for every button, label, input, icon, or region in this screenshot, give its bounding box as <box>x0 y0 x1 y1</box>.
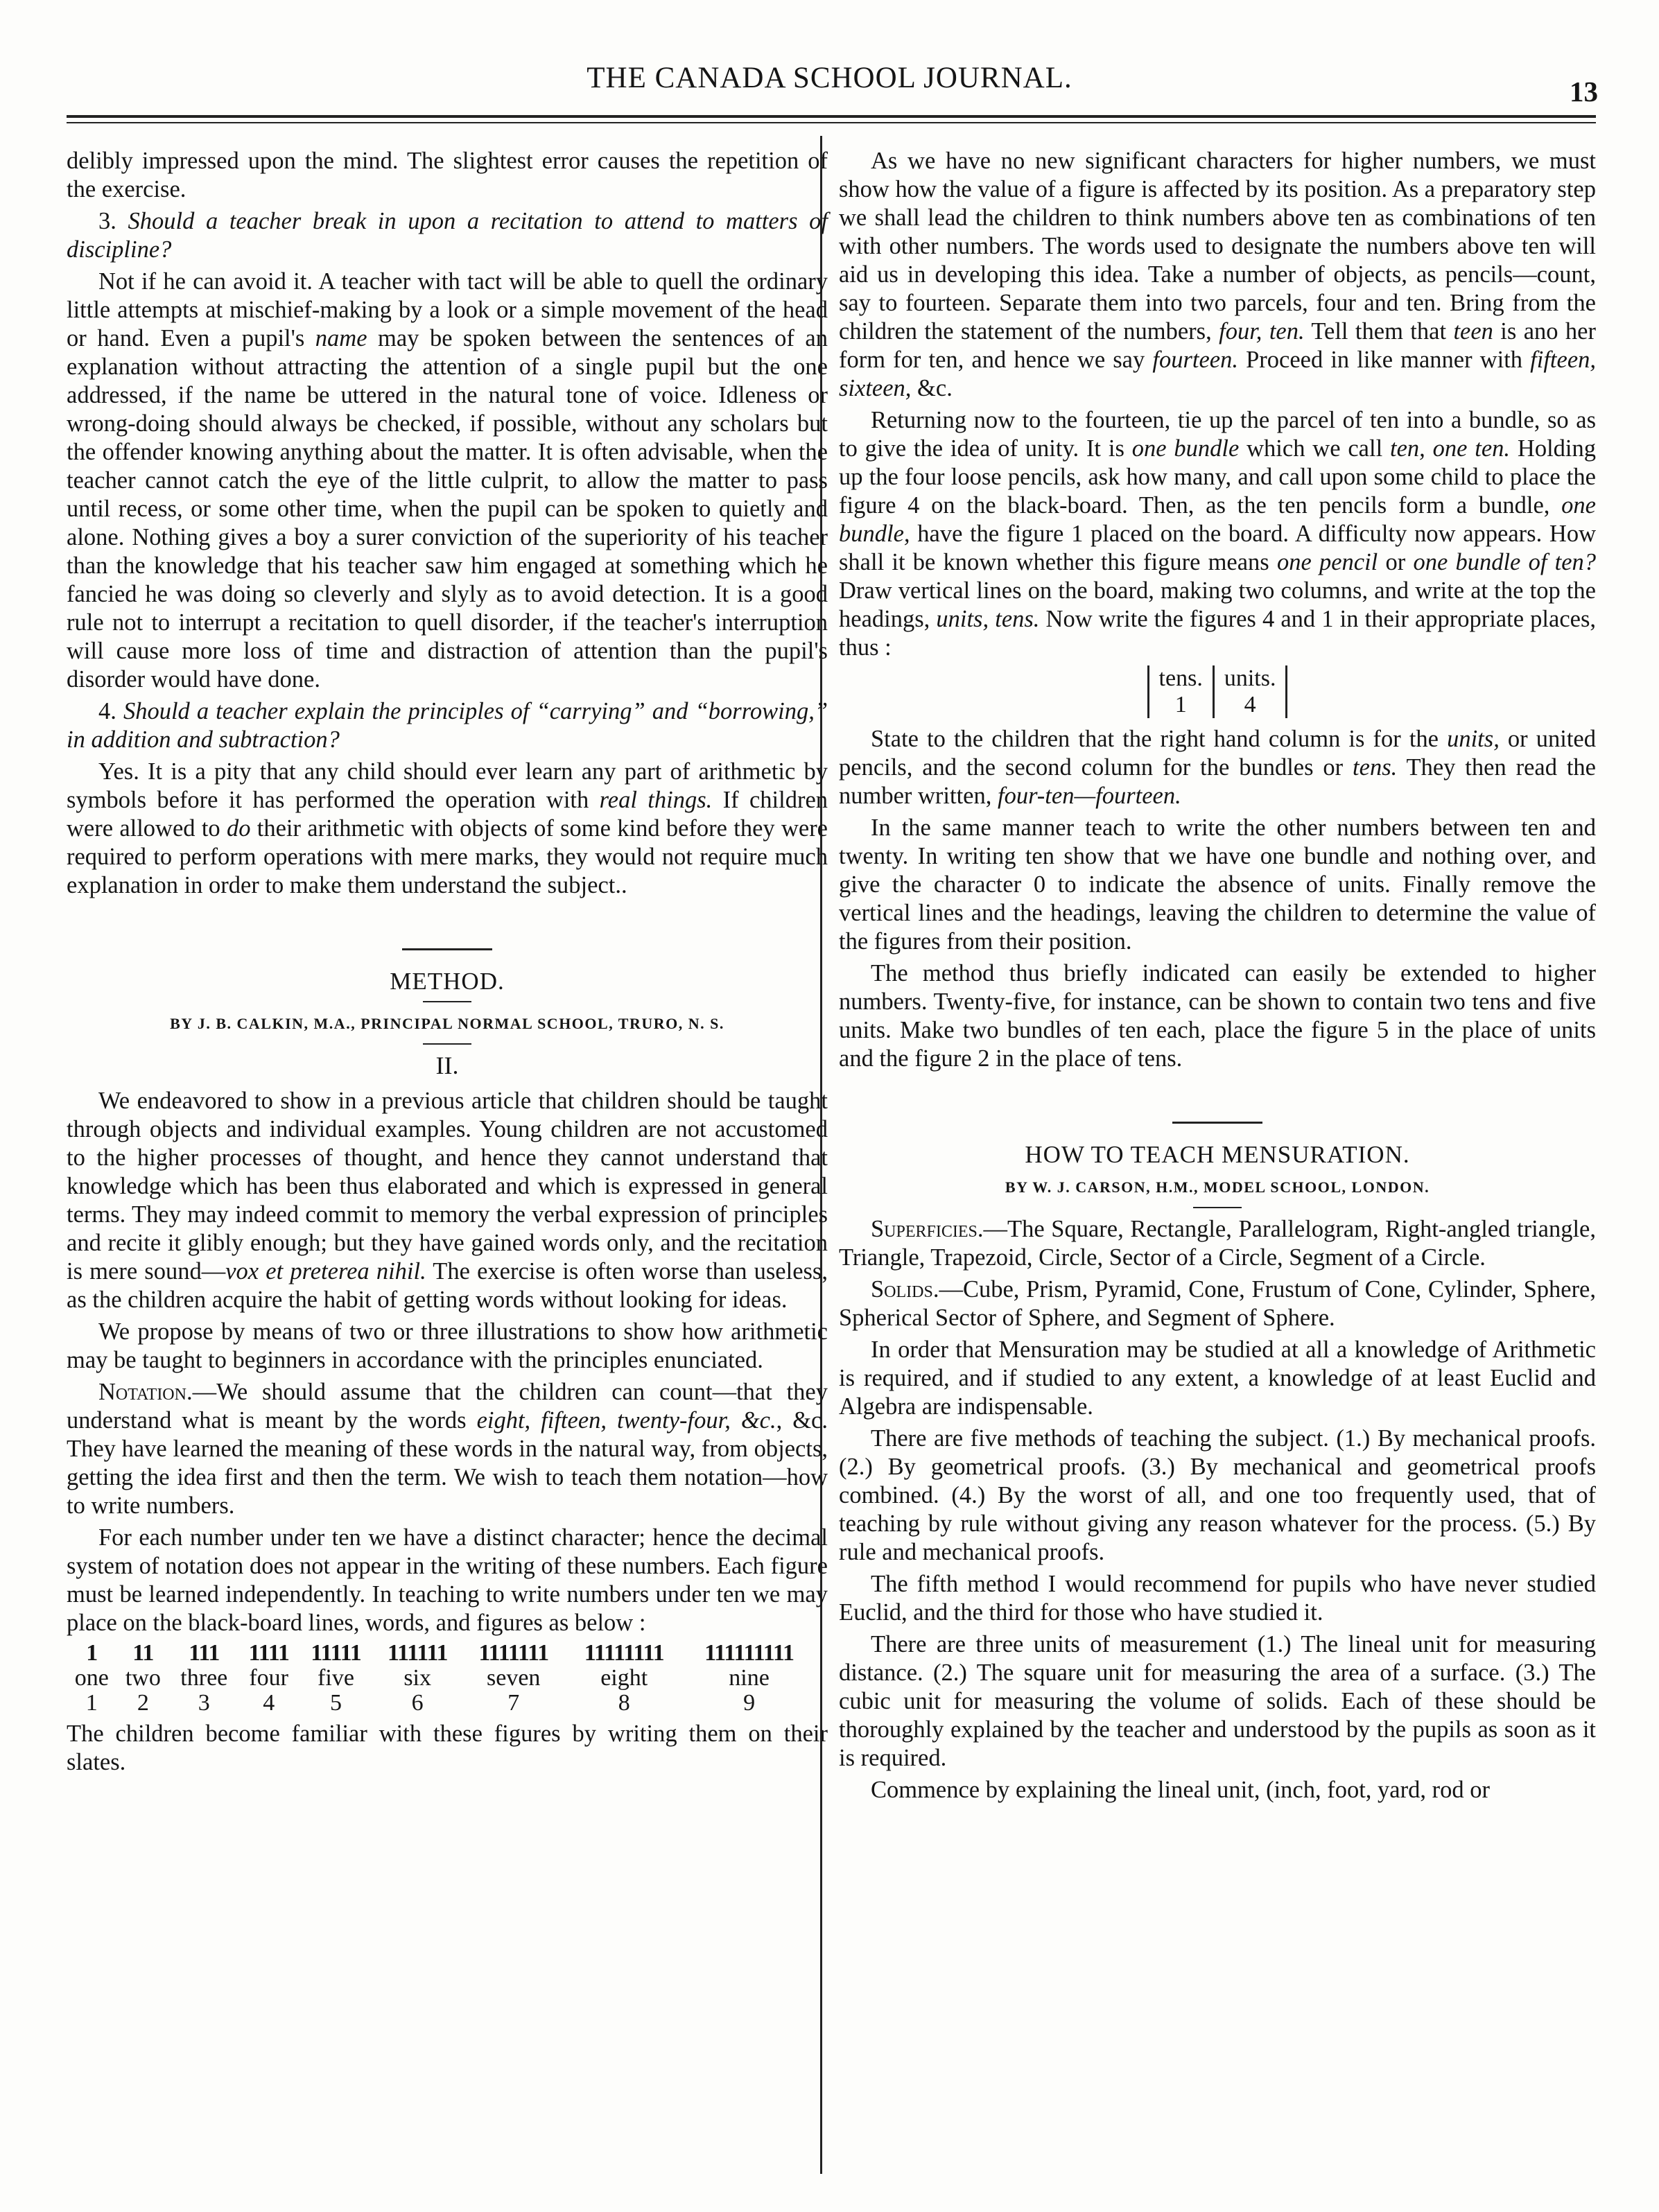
paragraph: We propose by means of two or three illustrations to show how arithmetic may be taught to beginners in accordance with the principles enunciated. <box>67 1318 828 1373</box>
question-text: Should a teacher break in upon a recitation to attend to matters of discipline? <box>67 208 828 263</box>
paragraph <box>839 725 1596 810</box>
text-run: Not if he can avoid it. A teacher with tact will be able to quell the ordinary little attempts at mischief-making by a look or a simple movement of the head or hand. Even a pupil's <box>67 268 828 351</box>
italic-run: name <box>315 325 367 351</box>
section-separator <box>1172 1122 1262 1124</box>
text-run: Tell them that <box>1304 318 1454 345</box>
text-run: may be spoken between the sentences of an explanation without attracting the attention of a single pupil but the one addressed, if the name be uttered in the natural tone of voice. Idleness or wrong-doing should always be checked, if possible, without any scholars but the offender knowing anything about the matter. It is often advisable, when the teacher cannot catch the eye of the little culprit, to allow the matter to pass until recess, or some other time, when the pupil can be spoken to quietly and alone. Nothing gives a boy a surer conviction of the superiority of his teacher than the knowledge that his teacher saw him engaged at something which he fancied he was doing so cleverly and slyly as to avoid detection. It is a good rule not to interrupt a recitation to quell disorder, if the teacher's interruption will cause more loss of time and distraction of attention than the pupil's disorder would have done. <box>67 325 828 693</box>
digit-cell: 7 <box>507 1690 520 1716</box>
text-run: Returning now to the fourteen, tie up the parcel of ten into a bundle, so as to give the idea of unity. It is <box>839 407 1596 462</box>
digit-cell: 4 <box>263 1690 275 1716</box>
text-run: or <box>1378 549 1414 575</box>
tally-cell: 1111 <box>248 1640 289 1666</box>
word-cell: four <box>249 1665 289 1691</box>
right-column <box>839 147 1596 1808</box>
text-run: or united pencils, and the second column for the bundles or <box>839 726 1596 781</box>
word-cell: five <box>318 1665 354 1691</box>
tens-units-table <box>1147 665 1288 718</box>
question-number: 3. <box>98 208 116 234</box>
text-run: , &c. They have learned the meaning of these words in the natural way, from objects, getting the idea first and then the term. We wish to teach them notation—how to write numbers. <box>67 1407 828 1519</box>
lead-in: Notation. <box>98 1379 193 1405</box>
byline-underline <box>423 1043 471 1045</box>
word-row <box>67 1666 815 1691</box>
answer-4 <box>67 758 828 900</box>
text-run: is ano her form for ten, and hence we say <box>839 318 1596 373</box>
tally-cell: 11111 <box>311 1640 361 1666</box>
digit-cell: 5 <box>329 1690 342 1716</box>
word-cell: six <box>403 1665 431 1691</box>
paragraph: There are three units of measurement (1.) The lineal unit for measuring distance. (2.) The square unit for measuring the area of a surface. (3.) The cubic unit for measuring the volume of solids. Each of these should be thoroughly explained by the teacher and understood by the pupils as soon as it is required. <box>839 1631 1596 1771</box>
text-run: their arithmetic with objects of some kind before they were required to perform operations with mere marks, they would not require much explanation in order to make them understand the subject.. <box>67 815 828 898</box>
paragraph: For each number under ten we have a distinct character; hence the decimal system of notation does not appear in the writing of these numbers. Each figure must be learned independently. In teaching to write numbers under ten we may place on the black-board lines, words, and figures as below : <box>67 1524 828 1636</box>
header-rule-top <box>67 115 1596 118</box>
italic-run: units, tens. <box>936 606 1040 632</box>
digit-cell: 3 <box>198 1690 210 1716</box>
italic-run: four, ten. <box>1219 318 1305 345</box>
title-underline <box>423 1001 471 1002</box>
header-rule-bottom <box>67 122 1596 123</box>
journal-title: THE CANADA SCHOOL JOURNAL. <box>587 62 1072 94</box>
text-run: Yes. It is a pity that any child should ever learn any part of arithmetic by symbols before it has performed the operation with <box>67 758 828 813</box>
paragraph <box>839 406 1596 662</box>
paragraph: In the same manner teach to write the other numbers between ten and twenty. In writing ten show that we have one bundle and nothing over, and give the character 0 to indicate the absence of units. Finally remove the vertical lines and the headings, leaving the children to determine the value of the figures from their position. <box>839 815 1596 955</box>
paragraph: The children become familiar with these figures by writing them on their slates. <box>67 1721 828 1775</box>
text-run: Draw vertical lines on the board, making two columns, and write at the top the headings, <box>839 577 1596 632</box>
tally-cell: 111111 <box>387 1640 448 1666</box>
digit-cell: 6 <box>411 1690 424 1716</box>
paragraph: The method thus briefly indicated can easily be extended to higher numbers. Twenty-five, for instance, can be shown to contain two tens and five units. Make two bundles of ten each, place the figure 5 in the place of units and the figure 2 in the place of tens. <box>839 960 1596 1072</box>
italic-run: one pencil <box>1276 549 1378 575</box>
header-row <box>1148 665 1287 692</box>
paragraph: delibly impressed upon the mind. The slightest error causes the repetition of the exercise. <box>67 148 828 202</box>
text-run: Proceed in like manner with <box>1237 347 1531 373</box>
word-cell: eight <box>600 1665 648 1691</box>
italic-run: one bundle, <box>839 492 1596 547</box>
tally-cell: 11 <box>132 1640 154 1666</box>
paragraph <box>839 1275 1596 1332</box>
byline-underline <box>1193 1207 1242 1208</box>
italic-run: eight, fifteen, twenty-four, &c. <box>476 1407 776 1434</box>
section-separator <box>402 948 492 950</box>
italic-run: four-ten—fourteen. <box>997 783 1181 809</box>
text-run: —We should assume that the children can count—that they understand what is meant by the words <box>67 1379 828 1434</box>
question-3 <box>67 207 828 264</box>
italic-run: vox et preterea nihil. <box>225 1258 426 1284</box>
text-run: which we call <box>1239 435 1391 462</box>
units-value: 4 <box>1213 692 1287 718</box>
word-cell: seven <box>487 1665 541 1691</box>
tally-cell: 111111111 <box>704 1640 794 1666</box>
italic-run: fourteen. <box>1152 347 1238 373</box>
byline-method: BY J. B. CALKIN, M.A., PRINCIPAL NORMAL SCHOOL, TRURO, N. S. <box>170 1015 724 1032</box>
italic-run: do <box>226 815 251 842</box>
text-run: —The Square, Rectangle, Parallelogram, Right-angled triangle, Triangle, Trapezoid, Circle, Sector of a Circle, Segment of a Circle. <box>839 1216 1596 1271</box>
text-run: If children were allowed to <box>67 787 828 842</box>
text-run: &c. <box>911 375 953 401</box>
tally-cell: 11111111 <box>584 1640 664 1666</box>
digit-cell: 8 <box>618 1690 630 1716</box>
tally-cell: 1 <box>86 1640 98 1666</box>
italic-run: one bundle <box>1131 435 1240 462</box>
text-run: Now write the figures 4 and 1 in their appropriate places, thus : <box>839 606 1596 661</box>
text-run: have the figure 1 placed on the board. A difficulty now appears. How shall it be known whether this figure means <box>839 521 1596 575</box>
italic-run: fifteen, sixteen, <box>839 347 1597 401</box>
italic-run: teen <box>1453 318 1493 345</box>
paragraph <box>67 1378 828 1520</box>
section-title-method: METHOD. <box>390 968 505 995</box>
part-number: II. <box>435 1052 459 1079</box>
text-run: We endeavored to show in a previous article that children should be taught through objects and individual examples. Young children are not accustomed to the higher processes of thought, and hence they cannot understand that knowledge which has been thus elaborated and which is expressed in general terms. They may indeed commit to memory the verbal expression of principles and recite it glibly enough; but they have gained words only, and the recitation is mere sound— <box>67 1088 828 1284</box>
paragraph <box>839 1215 1596 1272</box>
italic-run: ten, one ten. <box>1390 435 1511 462</box>
paragraph <box>67 1087 828 1314</box>
text-run: State to the children that the right hand column is for the <box>871 726 1448 752</box>
digit-cell: 1 <box>85 1690 98 1716</box>
answer-3 <box>67 268 828 694</box>
italic-run: real things. <box>599 787 713 813</box>
paragraph: In order that Mensuration may be studied at all a knowledge of Arithmetic is required, and if studied to any extent, a knowledge of at least Euclid and Algebra are indispensable. <box>839 1336 1596 1420</box>
text-run: The exercise is often worse than useless, as the children acquire the habit of getting words without looking for ideas. <box>67 1258 828 1313</box>
tally-row <box>67 1641 815 1666</box>
lead-in: Superficies. <box>871 1216 984 1242</box>
italic-run: tens. <box>1353 754 1398 781</box>
tally-cell: 111 <box>189 1640 220 1666</box>
word-cell: two <box>125 1665 161 1691</box>
word-cell: nine <box>729 1665 770 1691</box>
tens-value: 1 <box>1148 692 1213 718</box>
page-number: 13 <box>1570 76 1598 107</box>
value-row <box>1148 692 1287 718</box>
tally-cell: 1111111 <box>478 1640 549 1666</box>
question-4 <box>67 697 828 754</box>
italic-run: units, <box>1447 726 1500 752</box>
question-text: Should a teacher explain the principles of “carrying” and “borrowing,” in addition and subtraction? <box>67 698 828 753</box>
text-run: Holding up the four loose pencils, ask how many, and call upon some child to place the figure 4 on the black-board. Then, as the ten pencils form a bundle, <box>839 435 1596 519</box>
question-number: 4. <box>98 698 116 724</box>
word-cell: three <box>180 1665 228 1691</box>
digit-cell: 2 <box>137 1690 149 1716</box>
tens-heading: tens. <box>1148 665 1213 692</box>
digit-cell: 9 <box>743 1690 756 1716</box>
digit-row <box>67 1691 815 1716</box>
paragraph <box>839 147 1596 403</box>
byline-mensuration: BY W. J. CARSON, H.M., MODEL SCHOOL, LONDON. <box>1005 1178 1430 1196</box>
paragraph: The fifth method I would recommend for pupils who have never studied Euclid, and the third for those who have studied it. <box>839 1571 1596 1626</box>
word-cell: one <box>74 1665 109 1691</box>
text-run: They then read the number written, <box>839 754 1596 809</box>
text-run: As we have no new significant characters for higher numbers, we must show how the value of a figure is affected by its position. As a preparatory step we shall lead the children to think numbers above ten as combinations of ten with other numbers. The words used to designate the numbers above ten will aid us in developing this idea. Take a number of objects, as pencils—count, say to fourteen. Separate them into two parcels, four and ten. Bring from the children the statement of the numbers, <box>839 148 1596 345</box>
italic-run: one bundle of ten? <box>1413 549 1597 575</box>
counting-table <box>67 1641 815 1716</box>
units-heading: units. <box>1213 665 1287 692</box>
paragraph: There are five methods of teaching the subject. (1.) By mechanical proofs. (2.) By geometrical proofs. (3.) By mechanical and geometrical proofs combined. (4.) By the worst of all, and one too frequently used, that of teaching by rule without giving any reason whatever for the process. (5.) By rule and mechanical proofs. <box>839 1425 1596 1565</box>
lead-in: Solids. <box>871 1276 939 1303</box>
section-title-mensuration: HOW TO TEACH MENSURATION. <box>1025 1141 1410 1168</box>
text-run: —Cube, Prism, Pyramid, Cone, Frustum of Cone, Cylinder, Sphere, Spherical Sector of Sphere, and Segment of Sphere. <box>839 1276 1596 1331</box>
paragraph: Commence by explaining the lineal unit, (inch, foot, yard, rod or <box>871 1777 1490 1803</box>
left-column <box>67 147 828 1780</box>
